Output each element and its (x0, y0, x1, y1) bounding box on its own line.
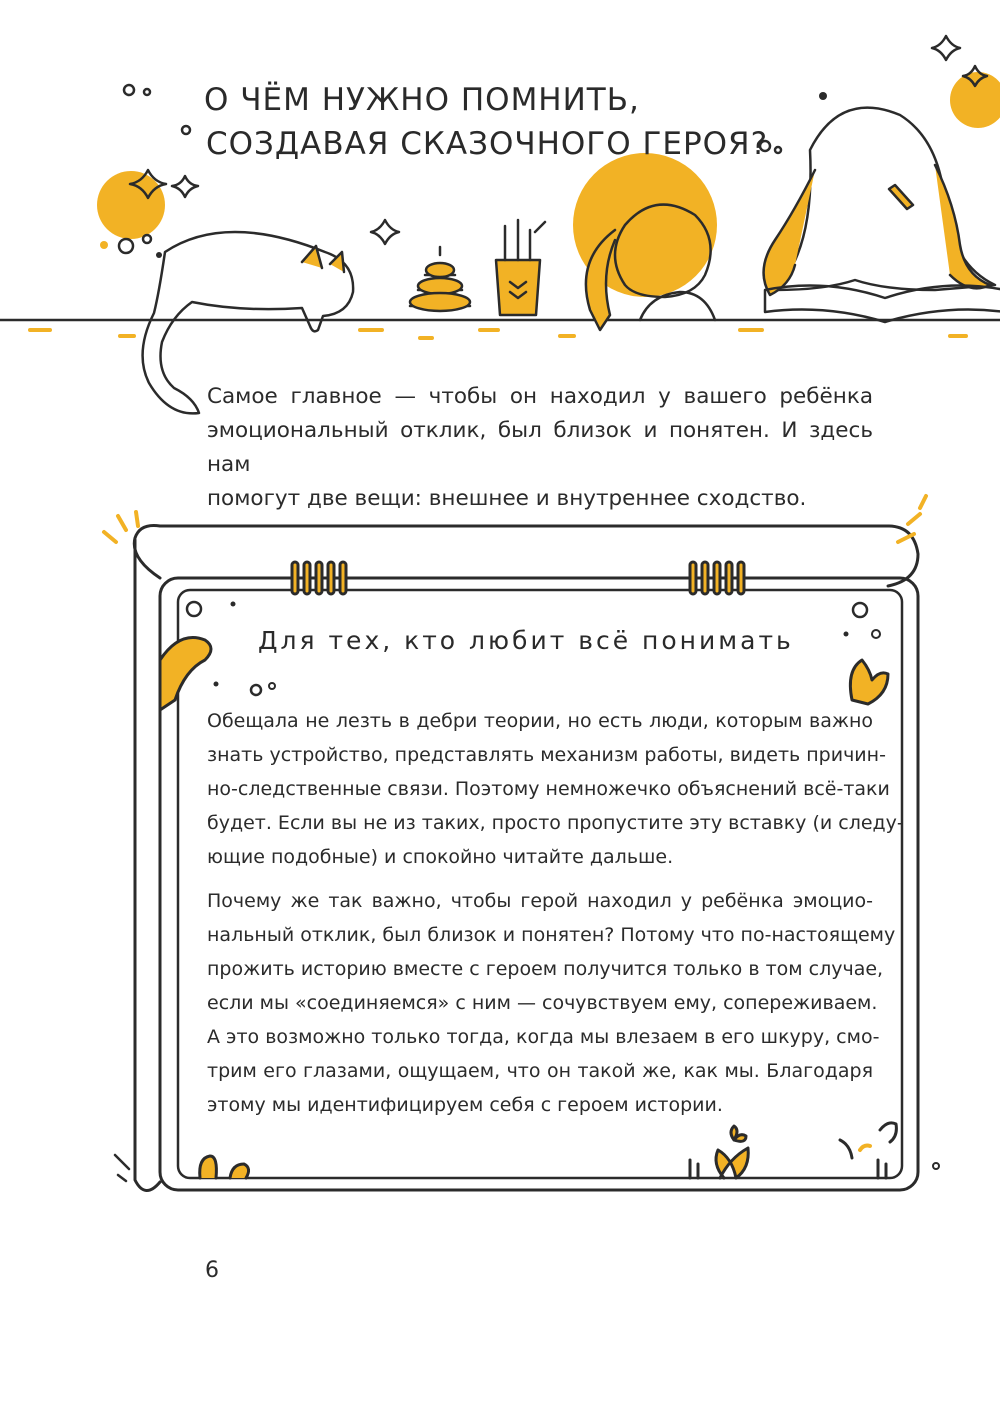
paragraph-line: но-следственные связи. Поэтому немножечко объяснений всё-таки (207, 778, 890, 800)
paragraph-line: Почему же так важно, чтобы герой находил у ребёнка эмоцио- (207, 890, 873, 912)
leaf-icon (850, 660, 888, 704)
paragraph-line: Обещала не лезть в дебри теории, но есть люди, которым важно (207, 710, 873, 732)
paragraph-line: если мы «соединяемся» с ним — сочувствуем ему, сопереживаем. (207, 992, 878, 1014)
paragraph-line: нальный отклик, был близок и понятен? Потому что по-настоящему (207, 924, 896, 946)
paragraph-line: ющие подобные) и спокойно читайте дальше. (207, 846, 674, 868)
paragraph-line: этому мы идентифицируем себя с героем истории. (207, 1094, 723, 1116)
page-number: 6 (205, 1258, 219, 1283)
intro-line: Самое главное — чтобы он находил у вашего ребёнка (207, 384, 873, 409)
intro-line: эмоциональный отклик, был близок и понятен. И здесь нам (207, 418, 873, 477)
info-box-title: Для тех, кто любит всё понимать (258, 626, 794, 655)
page-title-line-1: О ЧЁМ НУЖНО ПОМНИТЬ, (204, 82, 640, 118)
paragraph-line: А это возможно только тогда, когда мы влезаем в его шкуру, смо- (207, 1026, 880, 1048)
paragraph-line: знать устройство, представлять механизм работы, видеть причин- (207, 744, 886, 766)
page-title-line-2: СОЗДАВАЯ СКАЗОЧНОГО ГЕРОЯ? (206, 126, 769, 162)
tail-icon (160, 638, 211, 711)
paragraph-line: прожить историю вместе с героем получится только в том случае, (207, 958, 884, 980)
info-box-paragraph-1 (207, 704, 904, 874)
info-box-paragraph-2 (207, 884, 896, 1122)
paragraph-line: трим его глазами, ощущаем, что он такой же, как мы. Благодаря (207, 1060, 873, 1082)
intro-line: помогут две вещи: внешнее и внутреннее сходство. (207, 486, 807, 511)
paragraph-line: будет. Если вы не из таких, просто пропустите эту вставку (и следу- (207, 812, 904, 834)
grass-sprout-icon (716, 1148, 748, 1178)
intro-paragraph (207, 380, 873, 516)
